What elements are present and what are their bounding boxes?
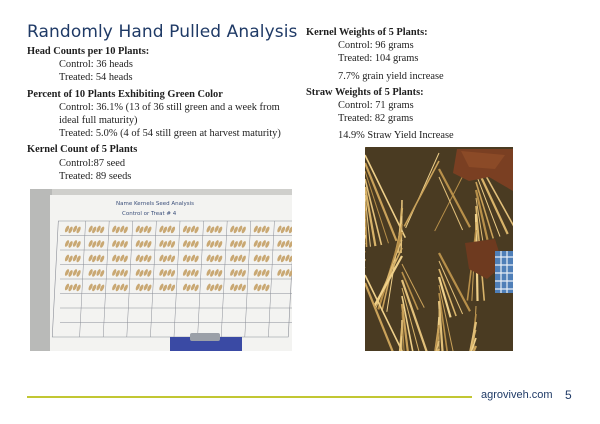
footer-divider xyxy=(27,396,472,398)
kernel-count-control: Control:87 seed xyxy=(59,157,126,169)
wheat-plants-photo xyxy=(365,147,513,351)
green-color-treated: Treated: 5.0% (4 of 54 still green at harvest maturity) xyxy=(59,128,281,140)
head-counts-control: Control: 36 heads xyxy=(59,59,133,71)
straw-weights-control: Control: 71 grams xyxy=(338,100,414,112)
head-counts-treated: Treated: 54 heads xyxy=(59,72,133,84)
green-color-heading: Percent of 10 Plants Exhibiting Green Color xyxy=(27,88,223,100)
footer-website-link[interactable]: agroviveh.com xyxy=(481,389,553,401)
kernel-sheet-image xyxy=(30,189,292,351)
plaid-sleeve xyxy=(495,251,513,293)
kernel-count-heading: Kernel Count of 5 Plants xyxy=(27,144,138,156)
sheet-caption-line1: Name Kernels Seed Analysis xyxy=(116,201,195,207)
kernel-sheet-photo xyxy=(30,189,292,351)
kernel-weights-heading: Kernel Weights of 5 Plants: xyxy=(306,27,428,38)
kernel-weights-note: 7.7% grain yield increase xyxy=(338,70,444,82)
kernel-count-treated: Treated: 89 seeds xyxy=(59,170,132,182)
kernel-weights-control: Control: 96 grams xyxy=(338,40,414,52)
green-color-control: Control: 36.1% (13 of 36 still green and a week from ideal full maturity) xyxy=(59,101,280,127)
left-column xyxy=(27,45,297,183)
straw-weights-heading: Straw Weights of 5 Plants: xyxy=(306,86,424,98)
sheet-caption-line2: Control or Treat # 4 xyxy=(122,211,177,217)
head-counts-heading: Head Counts per 10 Plants: xyxy=(27,46,150,57)
straw-weights-treated: Treated: 82 grams xyxy=(338,113,414,125)
straw-weights-note: 14.9% Straw Yield Increase xyxy=(338,130,454,142)
right-column xyxy=(306,26,556,143)
page-number: 5 xyxy=(565,388,572,402)
slide-title: Randomly Hand Pulled Analysis xyxy=(27,22,298,42)
wheat-plants-image xyxy=(365,147,513,351)
kernel-weights-treated: Treated: 104 grams xyxy=(338,53,419,65)
